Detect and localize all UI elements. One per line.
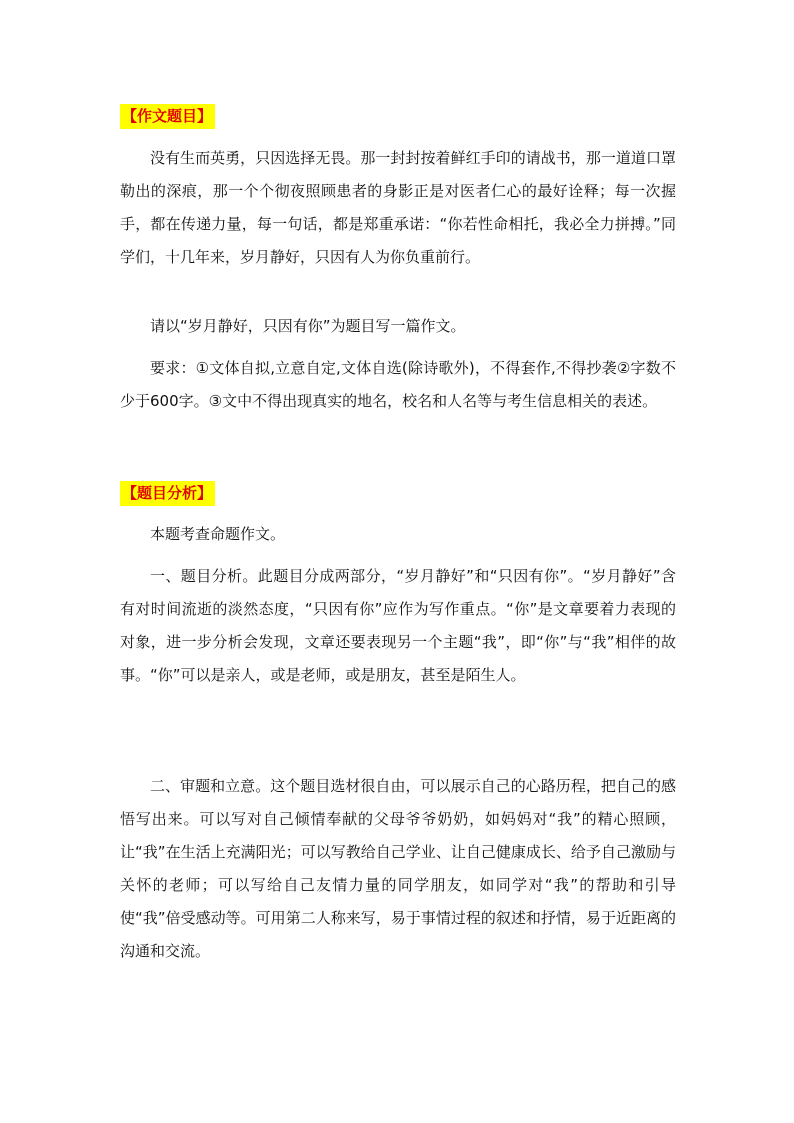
analysis-intro-paragraph: 本题考查命题作文。 [150,525,286,543]
analysis-part-one-paragraph: 一、题目分析。此题目分成两部分，“岁月静好”和“只因有你”。“岁月静好”含有对时间流逝的淡然态度，“只因有你”应作为写作重点。“你”是文章要着力表现的对象，进一步分析会发现，文章还要表现另一个主题“我”，即“你”与“我”相伴的故事。“你”可以是亲人，或是老师，或是朋友，甚至是陌生人。 [120,567,676,684]
essay-requirements-paragraph: 要求：①文体自拟,立意自定,文体自选(除诗歌外)，不得套作,不得抄袭②字数不少于600字。③文中不得出现真实的地名，校名和人名等与考生信息相关的表述。 [120,359,676,410]
section-heading-essay-topic: 【作文题目】 [120,104,215,129]
section-heading-topic-analysis: 【题目分析】 [120,481,215,506]
essay-prompt-paragraph: 没有生而英勇，只因选择无畏。那一封封按着鲜红手印的请战书，那一道道口罩勒出的深痕，那一个个彻夜照顾患者的身影正是对医者仁心的最好诠释；每一次握手，都在传递力量，每一句话，都是郑重承诺：“你若性命相托，我必全力拼搏。”同学们，十几年来，岁月静好，只因有人为你负重前行。 [120,149,676,266]
analysis-part-two-paragraph: 二、审题和立意。这个题目选材很自由，可以展示自己的心路历程，把自己的感悟写出来。可以写对自己倾情奉献的父母爷爷奶奶，如妈妈对“我”的精心照顾，让“我”在生活上充满阳光；可以写教给自己学业、让自己健康成长、给予自己激励与关怀的老师；可以写给自己友情力量的同学朋友，如同学对“我”的帮助和引导使“我”倍受感动等。可用第二人称来写，易于事情过程的叙述和抒情，易于近距离的沟通和交流。 [120,777,676,960]
essay-instruction-paragraph: 请以“岁月静好，只因有你”为题目写一篇作文。 [150,317,466,335]
